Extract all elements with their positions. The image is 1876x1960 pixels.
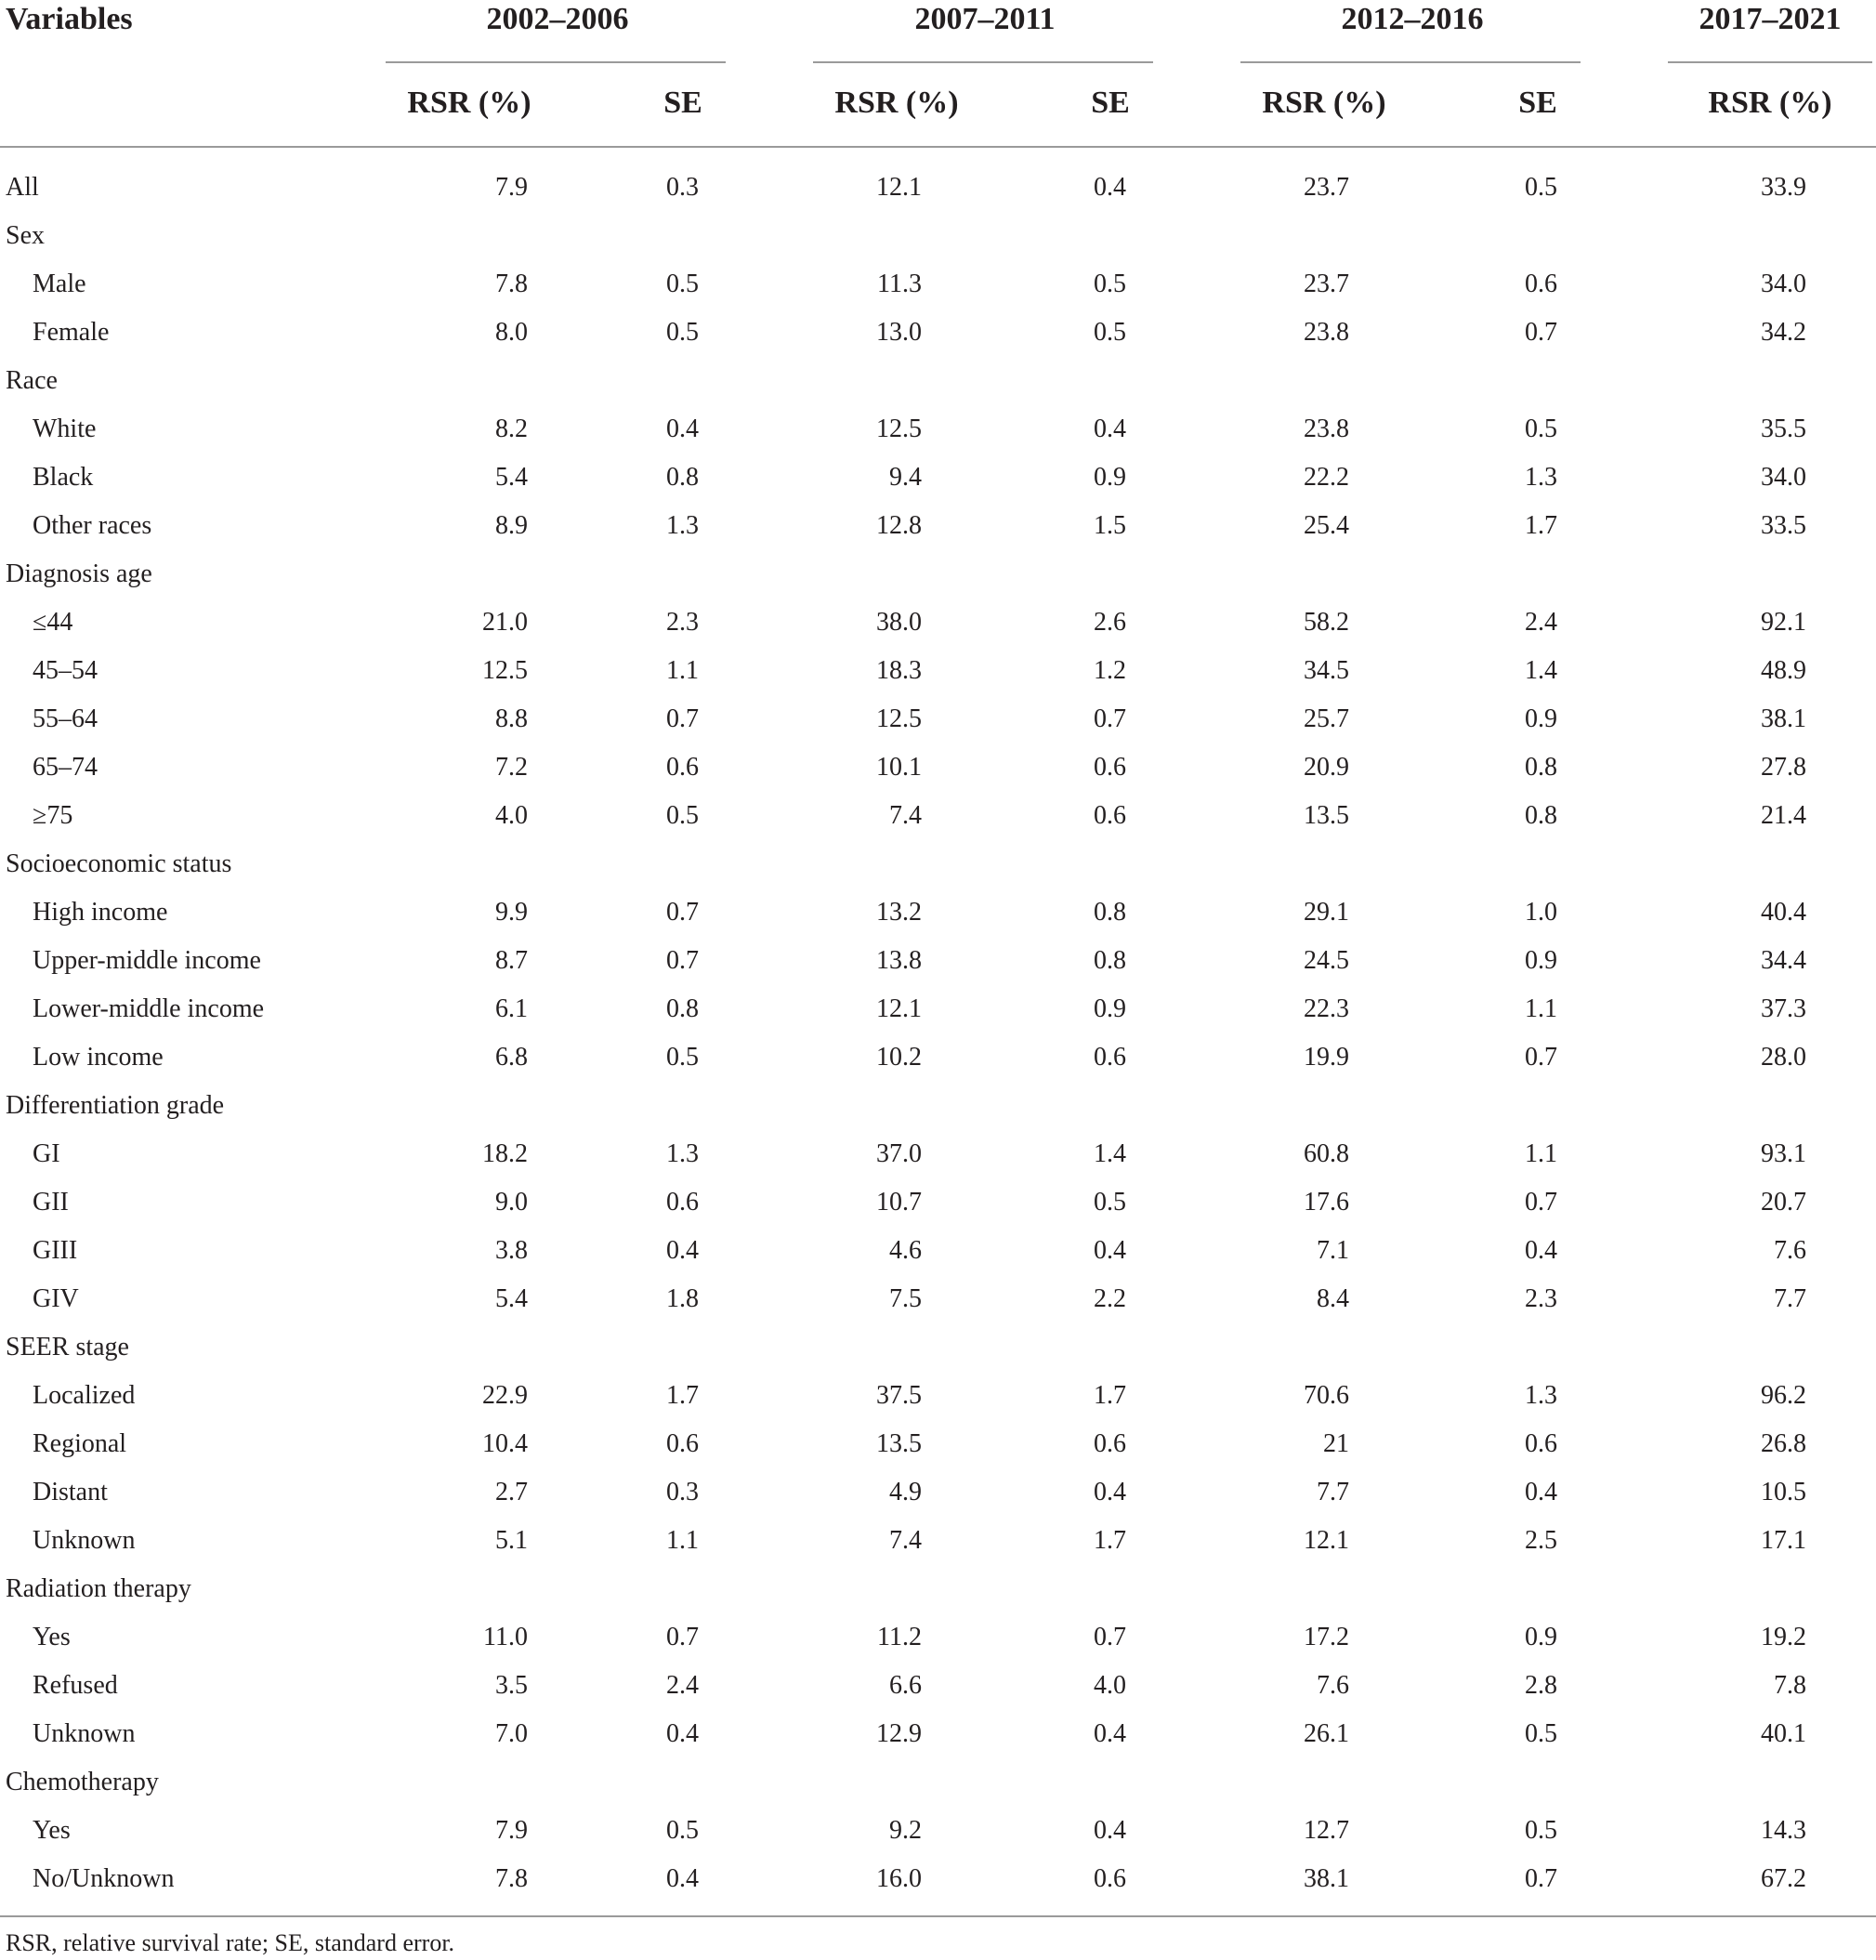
row-label: Unknown (33, 1719, 136, 1748)
se-value: 0.5 (1525, 1816, 1557, 1845)
rsr-value: 14.3 (1761, 1816, 1806, 1845)
row-label: GI (33, 1139, 60, 1168)
rsr-value: 17.6 (1304, 1188, 1349, 1217)
table-row (0, 1758, 1876, 1807)
rsr-value: 96.2 (1761, 1381, 1806, 1410)
table-row (0, 405, 1876, 454)
table-row (0, 212, 1876, 260)
rsr-value: 2.7 (495, 1478, 528, 1506)
rsr-value: 93.1 (1761, 1139, 1806, 1168)
col-header-se-2: SE (1091, 86, 1130, 120)
rsr-value: 12.1 (876, 994, 922, 1023)
se-value: 0.7 (1094, 1623, 1126, 1651)
rsr-value: 38.1 (1304, 1864, 1349, 1893)
rsr-value: 13.8 (876, 946, 922, 975)
se-value: 0.6 (666, 1429, 699, 1458)
rsr-value: 18.2 (482, 1139, 528, 1168)
table-row (0, 1855, 1876, 1903)
se-value: 0.6 (1094, 1429, 1126, 1458)
se-value: 0.7 (666, 946, 699, 975)
group-label: SEER stage (6, 1333, 129, 1361)
table-row (0, 1323, 1876, 1372)
table-row (0, 792, 1876, 840)
row-label: Low income (33, 1043, 164, 1072)
se-value: 0.7 (1525, 318, 1557, 347)
se-value: 0.4 (666, 414, 699, 443)
rsr-value: 27.8 (1761, 753, 1806, 782)
se-value: 0.9 (1094, 994, 1126, 1023)
rsr-value: 18.3 (876, 656, 922, 685)
row-label: Upper-middle income (33, 946, 261, 975)
se-value: 1.3 (1525, 463, 1557, 492)
se-value: 0.4 (1094, 1816, 1126, 1845)
group-label: Race (6, 366, 58, 395)
rsr-value: 8.2 (495, 414, 528, 443)
row-label: Localized (33, 1381, 136, 1410)
rsr-value: 37.0 (876, 1139, 922, 1168)
rsr-value: 40.1 (1761, 1719, 1806, 1748)
rsr-value: 7.8 (495, 1864, 528, 1893)
rsr-value: 9.4 (889, 463, 922, 492)
rsr-value: 12.9 (876, 1719, 922, 1748)
rsr-value: 13.5 (1304, 801, 1349, 830)
row-label: 55–64 (33, 704, 98, 733)
group-label: Sex (6, 221, 45, 250)
rsr-value: 12.5 (482, 656, 528, 685)
rsr-value: 4.9 (889, 1478, 922, 1506)
rsr-value: 20.9 (1304, 753, 1349, 782)
period-rule-2 (813, 61, 1153, 63)
group-label: Diagnosis age (6, 559, 152, 588)
se-value: 1.7 (1094, 1381, 1126, 1410)
se-value: 0.5 (1094, 318, 1126, 347)
se-value: 0.5 (666, 318, 699, 347)
row-label: Refused (33, 1671, 118, 1700)
se-value: 1.1 (666, 656, 699, 685)
col-header-rsr-3: RSR (%) (1262, 86, 1386, 120)
rsr-value: 12.8 (876, 511, 922, 540)
rsr-value: 34.5 (1304, 656, 1349, 685)
rsr-value: 5.4 (495, 1284, 528, 1313)
se-value: 2.8 (1525, 1671, 1557, 1700)
rsr-value: 10.1 (876, 753, 922, 782)
table-row (0, 1420, 1876, 1468)
se-value: 0.7 (1525, 1043, 1557, 1072)
rsr-value: 8.9 (495, 511, 528, 540)
rsr-value: 10.7 (876, 1188, 922, 1217)
rsr-value: 17.1 (1761, 1526, 1806, 1555)
se-value: 0.8 (1094, 898, 1126, 927)
rsr-value: 19.2 (1761, 1623, 1806, 1651)
col-header-rsr-2: RSR (%) (834, 86, 959, 120)
rsr-value: 23.8 (1304, 318, 1349, 347)
se-value: 0.8 (1525, 753, 1557, 782)
se-value: 0.5 (1094, 1188, 1126, 1217)
rsr-value: 7.2 (495, 753, 528, 782)
rsr-value: 11.2 (877, 1623, 922, 1651)
rsr-value: 35.5 (1761, 414, 1806, 443)
se-value: 0.8 (666, 463, 699, 492)
se-value: 1.1 (1525, 994, 1557, 1023)
rsr-value: 17.2 (1304, 1623, 1349, 1651)
se-value: 0.7 (1525, 1188, 1557, 1217)
rsr-value: 58.2 (1304, 608, 1349, 637)
table-row (0, 599, 1876, 647)
period-header-3: 2012–2016 (1341, 2, 1484, 36)
rsr-value: 7.6 (1317, 1671, 1349, 1700)
rsr-value: 34.4 (1761, 946, 1806, 975)
rsr-value: 26.1 (1304, 1719, 1349, 1748)
rsr-value: 37.5 (876, 1381, 922, 1410)
row-label: Distant (33, 1478, 108, 1506)
se-value: 2.6 (1094, 608, 1126, 637)
se-value: 0.9 (1094, 463, 1126, 492)
rsr-value: 48.9 (1761, 656, 1806, 685)
rsr-value: 7.7 (1317, 1478, 1349, 1506)
table-row (0, 260, 1876, 309)
row-label: ≥75 (33, 801, 73, 830)
se-value: 1.4 (1094, 1139, 1126, 1168)
se-value: 0.4 (1094, 1478, 1126, 1506)
table-row (0, 1275, 1876, 1323)
col-header-rsr-4: RSR (%) (1708, 86, 1832, 120)
se-value: 0.5 (666, 270, 699, 298)
table-row (0, 1565, 1876, 1613)
rsr-value: 40.4 (1761, 898, 1806, 927)
se-value: 0.5 (1525, 1719, 1557, 1748)
rsr-value: 24.5 (1304, 946, 1349, 975)
rsr-value: 23.7 (1304, 270, 1349, 298)
se-value: 2.4 (1525, 608, 1557, 637)
se-value: 1.1 (666, 1526, 699, 1555)
rsr-value: 9.9 (495, 898, 528, 927)
row-label: Regional (33, 1429, 127, 1458)
period-rule-1 (386, 61, 726, 63)
rsr-value: 37.3 (1761, 994, 1806, 1023)
row-label: Female (33, 318, 110, 347)
rsr-value: 25.7 (1304, 704, 1349, 733)
group-label: Radiation therapy (6, 1574, 191, 1603)
rsr-value: 25.4 (1304, 511, 1349, 540)
se-value: 1.7 (1094, 1526, 1126, 1555)
rsr-value: 28.0 (1761, 1043, 1806, 1072)
group-label: Differentiation grade (6, 1091, 225, 1120)
rsr-value: 33.5 (1761, 511, 1806, 540)
se-value: 0.9 (1525, 704, 1557, 733)
rsr-value: 29.1 (1304, 898, 1349, 927)
row-label: Male (33, 270, 86, 298)
table-row (0, 985, 1876, 1033)
row-label: Lower-middle income (33, 994, 265, 1023)
rsr-value: 7.8 (495, 270, 528, 298)
se-value: 0.3 (666, 1478, 699, 1506)
table-footnote: RSR, relative survival rate; SE, standard error. (6, 1929, 455, 1956)
rsr-value: 7.4 (889, 801, 922, 830)
se-value: 0.6 (1525, 270, 1557, 298)
se-value: 0.4 (1094, 1719, 1126, 1748)
period-header-2: 2007–2011 (914, 2, 1056, 36)
se-value: 0.4 (666, 1236, 699, 1265)
variables-header: Variables (6, 2, 133, 36)
period-rule-3 (1240, 61, 1581, 63)
se-value: 1.4 (1525, 656, 1557, 685)
rsr-value: 22.3 (1304, 994, 1349, 1023)
se-value: 1.0 (1525, 898, 1557, 927)
rsr-value: 4.0 (495, 801, 528, 830)
col-header-se-3: SE (1518, 86, 1557, 120)
rsr-value: 5.4 (495, 463, 528, 492)
se-value: 0.4 (1525, 1478, 1557, 1506)
table-row (0, 164, 1876, 212)
rsr-value: 6.1 (495, 994, 528, 1023)
se-value: 0.8 (1525, 801, 1557, 830)
rsr-value: 16.0 (876, 1864, 922, 1893)
se-value: 2.2 (1094, 1284, 1126, 1313)
table-row (0, 309, 1876, 357)
se-value: 0.6 (666, 753, 699, 782)
row-label: GIV (33, 1284, 79, 1313)
rsr-value: 60.8 (1304, 1139, 1349, 1168)
rsr-value: 12.1 (876, 173, 922, 202)
se-value: 2.3 (666, 608, 699, 637)
rsr-value: 19.9 (1304, 1043, 1349, 1072)
rsr-value: 7.7 (1774, 1284, 1806, 1313)
se-value: 0.5 (666, 1043, 699, 1072)
rsr-value: 38.1 (1761, 704, 1806, 733)
rsr-value: 7.9 (495, 1816, 528, 1845)
table-row (0, 888, 1876, 937)
se-value: 0.4 (1525, 1236, 1557, 1265)
se-value: 0.5 (1525, 414, 1557, 443)
rsr-value: 12.5 (876, 704, 922, 733)
table-row (0, 743, 1876, 792)
se-value: 0.9 (1525, 1623, 1557, 1651)
rsr-value: 3.8 (495, 1236, 528, 1265)
table-bottom-rule (0, 1915, 1876, 1917)
rsr-value: 12.7 (1304, 1816, 1349, 1845)
row-label: Other races (33, 511, 152, 540)
table-row (0, 1613, 1876, 1662)
se-value: 0.4 (1094, 173, 1126, 202)
period-rule-4 (1668, 61, 1872, 63)
table-row (0, 647, 1876, 695)
row-label: Yes (33, 1623, 71, 1651)
rsr-value: 21.4 (1761, 801, 1806, 830)
rsr-value: 7.4 (889, 1526, 922, 1555)
rsr-value: 8.7 (495, 946, 528, 975)
rsr-value: 23.8 (1304, 414, 1349, 443)
table-row (0, 550, 1876, 599)
rsr-value: 38.0 (876, 608, 922, 637)
table-row (0, 1033, 1876, 1082)
rsr-value: 21 (1323, 1429, 1349, 1458)
rsr-value: 3.5 (495, 1671, 528, 1700)
group-label: Socioeconomic status (6, 849, 232, 878)
table-row (0, 1468, 1876, 1517)
rsr-value: 12.5 (876, 414, 922, 443)
col-header-se-1: SE (663, 86, 702, 120)
period-header-1: 2002–2006 (486, 2, 629, 36)
rsr-value: 12.1 (1304, 1526, 1349, 1555)
row-label: GIII (33, 1236, 78, 1265)
rsr-value: 70.6 (1304, 1381, 1349, 1410)
rsr-value: 21.0 (482, 608, 528, 637)
se-value: 2.3 (1525, 1284, 1557, 1313)
table-row (0, 1082, 1876, 1130)
rsr-value: 10.4 (482, 1429, 528, 1458)
row-label: GII (33, 1188, 69, 1217)
se-value: 1.3 (666, 1139, 699, 1168)
rsr-value: 20.7 (1761, 1188, 1806, 1217)
se-value: 0.6 (1094, 753, 1126, 782)
row-label: White (33, 414, 97, 443)
rsr-value: 33.9 (1761, 173, 1806, 202)
rsr-value: 8.4 (1317, 1284, 1349, 1313)
rsr-value: 34.2 (1761, 318, 1806, 347)
rsr-value: 23.7 (1304, 173, 1349, 202)
se-value: 1.3 (1525, 1381, 1557, 1410)
se-value: 0.4 (666, 1864, 699, 1893)
rsr-value: 22.9 (482, 1381, 528, 1410)
se-value: 4.0 (1094, 1671, 1126, 1700)
rsr-value: 34.0 (1761, 270, 1806, 298)
row-label: ≤44 (33, 608, 73, 637)
col-header-rsr-1: RSR (%) (407, 86, 531, 120)
rsr-value: 11.3 (877, 270, 922, 298)
rsr-value: 13.2 (876, 898, 922, 927)
row-label: High income (33, 898, 168, 927)
rsr-value: 8.8 (495, 704, 528, 733)
se-value: 0.6 (1094, 1043, 1126, 1072)
table-row (0, 840, 1876, 888)
row-label: 65–74 (33, 753, 98, 782)
row-label: No/Unknown (33, 1864, 175, 1893)
rsr-value: 7.0 (495, 1719, 528, 1748)
se-value: 0.8 (1094, 946, 1126, 975)
header-rule (0, 146, 1876, 148)
rsr-value: 6.8 (495, 1043, 528, 1072)
row-label: Black (33, 463, 94, 492)
se-value: 0.7 (666, 898, 699, 927)
se-value: 0.4 (666, 1719, 699, 1748)
rsr-value: 22.2 (1304, 463, 1349, 492)
se-value: 0.4 (1094, 414, 1126, 443)
rsr-value: 9.2 (889, 1816, 922, 1845)
period-header-4: 2017–2021 (1699, 2, 1842, 36)
se-value: 1.7 (1525, 511, 1557, 540)
rsr-value: 9.0 (495, 1188, 528, 1217)
se-value: 0.7 (1094, 704, 1126, 733)
rsr-value: 13.5 (876, 1429, 922, 1458)
group-label: All (6, 173, 39, 202)
se-value: 1.1 (1525, 1139, 1557, 1168)
row-label: 45–54 (33, 656, 98, 685)
table-row (0, 357, 1876, 405)
rsr-value: 7.6 (1774, 1236, 1806, 1265)
se-value: 0.5 (1525, 173, 1557, 202)
rsr-value: 92.1 (1761, 608, 1806, 637)
table-row (0, 695, 1876, 743)
se-value: 0.9 (1525, 946, 1557, 975)
se-value: 2.5 (1525, 1526, 1557, 1555)
se-value: 0.6 (1525, 1429, 1557, 1458)
rsr-value: 26.8 (1761, 1429, 1806, 1458)
rsr-value: 4.6 (889, 1236, 922, 1265)
rsr-value: 6.6 (889, 1671, 922, 1700)
rsr-value: 10.5 (1761, 1478, 1806, 1506)
rsr-value: 34.0 (1761, 463, 1806, 492)
se-value: 0.3 (666, 173, 699, 202)
se-value: 1.3 (666, 511, 699, 540)
rsr-value: 11.0 (483, 1623, 528, 1651)
table-row (0, 502, 1876, 550)
rsr-value: 67.2 (1761, 1864, 1806, 1893)
se-value: 0.6 (1094, 801, 1126, 830)
table-row (0, 1662, 1876, 1710)
table-row (0, 1372, 1876, 1420)
rsr-value: 10.2 (876, 1043, 922, 1072)
table-row (0, 1178, 1876, 1227)
se-value: 1.5 (1094, 511, 1126, 540)
se-value: 0.8 (666, 994, 699, 1023)
se-value: 0.4 (1094, 1236, 1126, 1265)
se-value: 1.8 (666, 1284, 699, 1313)
se-value: 0.6 (666, 1188, 699, 1217)
group-label: Chemotherapy (6, 1768, 159, 1796)
table-row (0, 1130, 1876, 1178)
table-row (0, 454, 1876, 502)
rsr-value: 7.8 (1774, 1671, 1806, 1700)
row-label: Yes (33, 1816, 71, 1845)
rsr-value: 8.0 (495, 318, 528, 347)
table-row (0, 1710, 1876, 1758)
se-value: 0.7 (1525, 1864, 1557, 1893)
se-value: 1.7 (666, 1381, 699, 1410)
rsr-value: 7.5 (889, 1284, 922, 1313)
table-row (0, 1227, 1876, 1275)
rsr-value: 7.9 (495, 173, 528, 202)
table-row (0, 1807, 1876, 1855)
rsr-value: 5.1 (495, 1526, 528, 1555)
se-value: 0.5 (1094, 270, 1126, 298)
row-label: Unknown (33, 1526, 136, 1555)
se-value: 0.6 (1094, 1864, 1126, 1893)
se-value: 0.7 (666, 704, 699, 733)
table-row (0, 937, 1876, 985)
se-value: 2.4 (666, 1671, 699, 1700)
se-value: 0.5 (666, 801, 699, 830)
rsr-value: 7.1 (1317, 1236, 1349, 1265)
se-value: 0.5 (666, 1816, 699, 1845)
rsr-value: 13.0 (876, 318, 922, 347)
se-value: 1.2 (1094, 656, 1126, 685)
se-value: 0.7 (666, 1623, 699, 1651)
table-row (0, 1517, 1876, 1565)
